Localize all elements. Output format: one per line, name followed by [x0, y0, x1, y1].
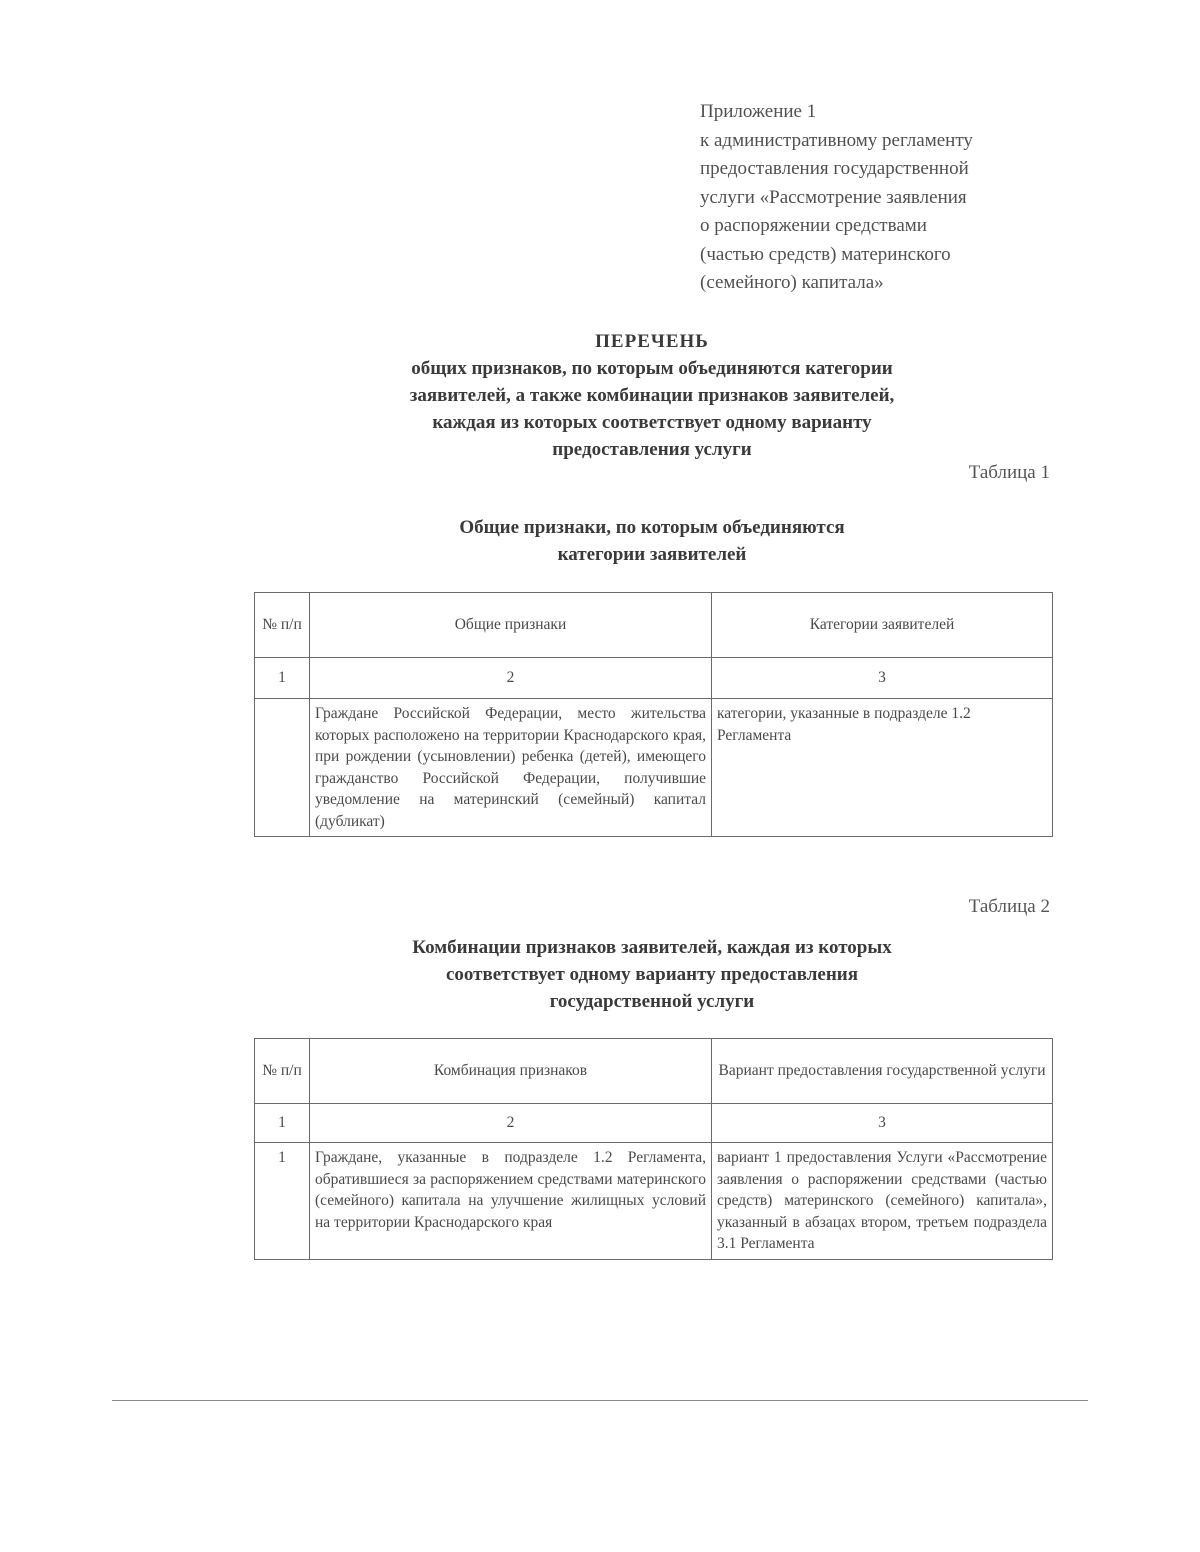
table1-title-line: Общие признаки, по которым объединяются	[459, 517, 845, 538]
row-category-cell: категории, указанные в подразделе 1.2 Регламента	[712, 699, 1053, 837]
appendix-line: (частью средств) материнского	[700, 243, 951, 265]
document-title: ПЕРЕЧЕНЬ	[595, 331, 709, 352]
numbering-cell: 2	[310, 1104, 712, 1143]
header-cell-number: № п/п	[255, 1039, 310, 1104]
appendix-line: о распоряжении средствами	[700, 215, 927, 236]
table2-title	[250, 934, 1054, 1015]
table2-title-line: соответствует одному варианту предоставления	[445, 964, 859, 985]
table2-title-line: государственной услуги	[549, 991, 755, 1012]
table2-title-line: Комбинации признаков заявителей, каждая из которых	[412, 937, 892, 958]
appendix-note	[700, 98, 1100, 298]
appendix-line: услуги «Рассмотрение заявления	[700, 186, 967, 208]
header-cell-combination: Комбинация признаков	[310, 1039, 712, 1104]
numbering-cell: 1	[255, 658, 310, 699]
row-combination-cell: Граждане, указанные в подразделе 1.2 Регламента, обратившиеся за распоряжением средствами материнского (семейного) капитала на улучшение жилищных условий на территории Краснодарского края	[310, 1143, 712, 1260]
table-numbering-row	[255, 1104, 1053, 1143]
table2-caption: Таблица 2	[968, 896, 1050, 917]
appendix-line: к административному регламенту	[700, 129, 973, 151]
table1	[254, 592, 1053, 837]
document-subtitle-line: каждая из которых соответствует одному варианту	[432, 412, 872, 433]
table1-caption: Таблица 1	[968, 462, 1050, 483]
appendix-line: предоставления государственной	[700, 158, 969, 179]
appendix-line: Приложение 1	[700, 101, 817, 122]
table-header-row	[255, 1039, 1053, 1104]
table-row	[255, 699, 1053, 837]
table1-title-line: категории заявителей	[557, 544, 747, 565]
numbering-cell: 2	[310, 658, 712, 699]
numbering-cell: 1	[255, 1104, 310, 1143]
footer-divider	[112, 1400, 1088, 1401]
appendix-line: (семейного) капитала»	[700, 272, 884, 293]
header-cell-features: Общие признаки	[310, 593, 712, 658]
numbering-cell: 3	[712, 658, 1053, 699]
header-cell-categories: Категории заявителей	[712, 593, 1053, 658]
header-cell-number: № п/п	[255, 593, 310, 658]
row-variant-cell: вариант 1 предоставления Услуги «Рассмотрение заявления о распоряжении средствами (частью средств) материнского (семейного) капитала», указанный в абзацах втором, третьем подраздела 3.1 Регламента	[712, 1143, 1053, 1260]
row-feature-cell: Граждане Российской Федерации, место жительства которых расположено на территории Краснодарского края, при рождении (усыновлении) ребенка (детей), имеющего гражданство Российской Федерации, получившие уведомление на материнский (семейный) капитал (дубликат)	[310, 699, 712, 837]
table-row	[255, 1143, 1053, 1260]
header-cell-variant: Вариант предоставления государственной услуги	[712, 1039, 1053, 1104]
document-subtitle-line: заявителей, а также комбинации признаков заявителей,	[409, 385, 895, 406]
table2	[254, 1038, 1053, 1260]
table-header-row	[255, 593, 1053, 658]
table1-title	[250, 514, 1054, 568]
table-numbering-row	[255, 658, 1053, 699]
document-heading	[250, 328, 1054, 463]
document-subtitle-line: общих признаков, по которым объединяются категории	[411, 358, 893, 379]
row-number-cell: 1	[255, 1143, 310, 1260]
row-number-cell	[255, 699, 310, 837]
numbering-cell: 3	[712, 1104, 1053, 1143]
document-subtitle-line: предоставления услуги	[552, 439, 752, 460]
